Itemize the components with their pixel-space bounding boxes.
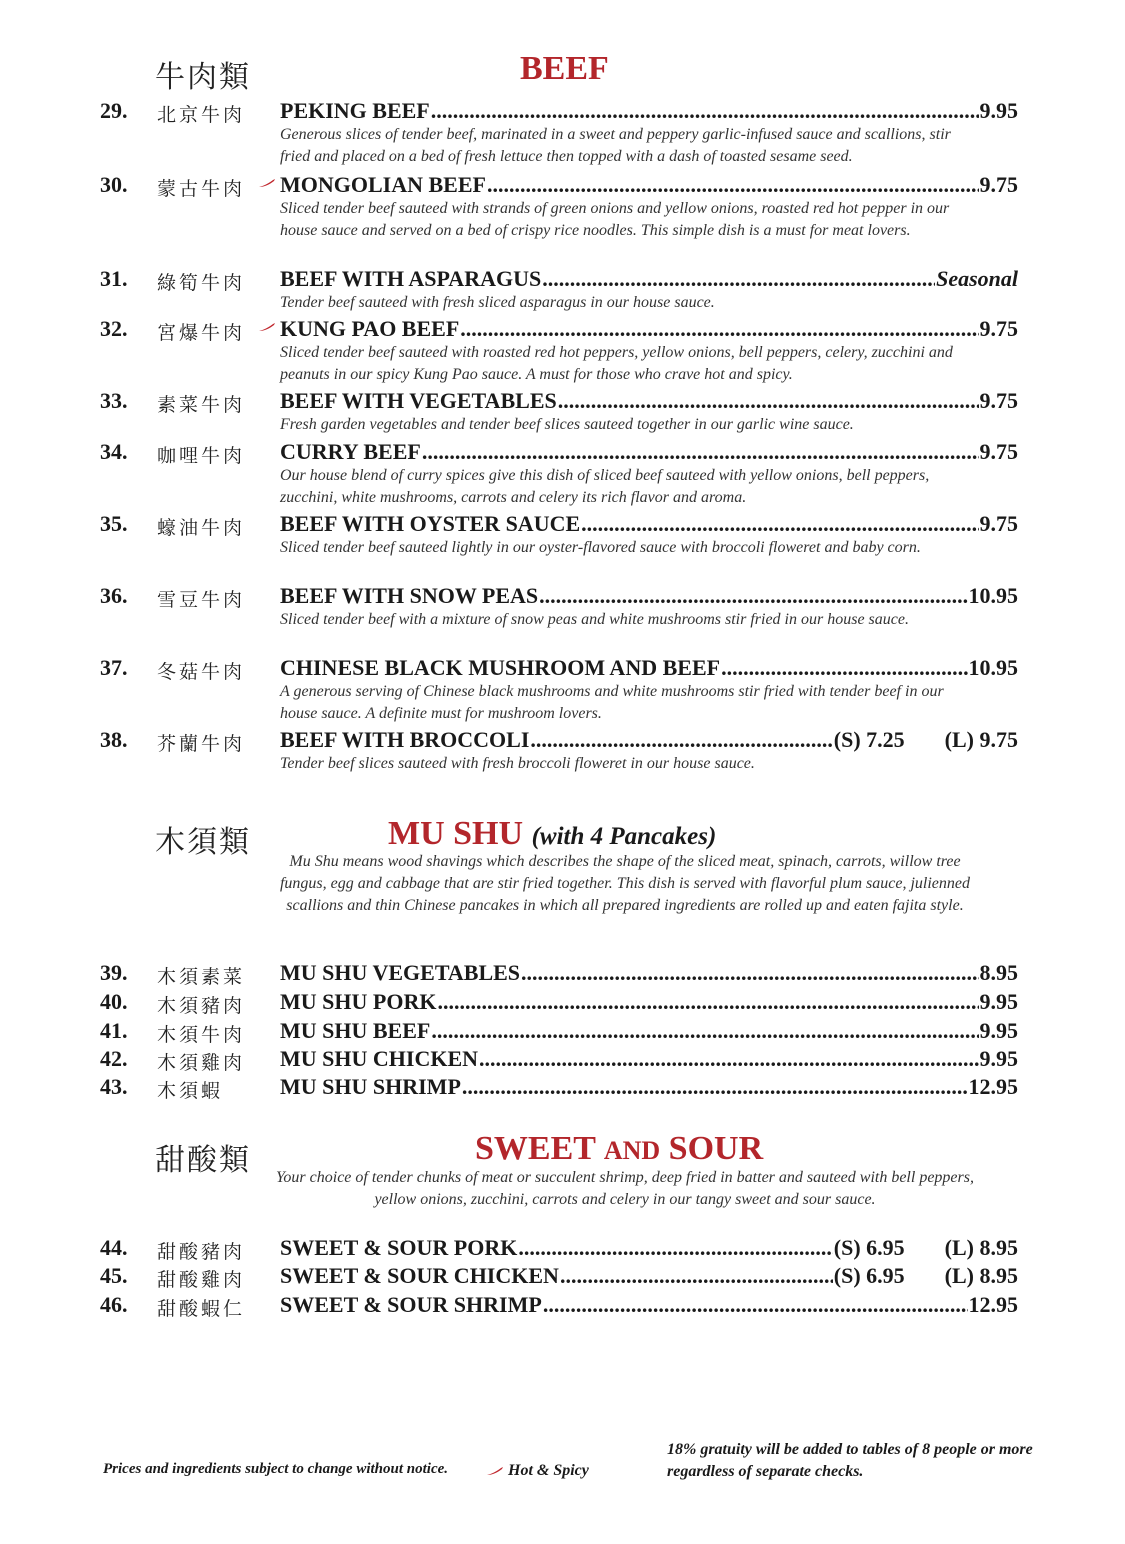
item-chinese-name: 芥蘭牛肉 — [157, 733, 246, 755]
price-notice: Prices and ingredients subject to change without notice. — [103, 1461, 449, 1477]
item-number: 35. — [100, 511, 128, 536]
sweetsour-intro: Your choice of tender chunks of meat or succulent shrimp, deep fried in batter and sauteed with bell peppers, yellow onions, zucchini, carrots and celery in our tangy sweet and sour sauce. — [276, 1169, 974, 1208]
item-price: 9.75 — [979, 172, 1018, 197]
leader-dots — [542, 266, 935, 292]
item-number: 32. — [100, 316, 128, 341]
item-line — [280, 989, 1018, 1015]
item-chinese-name: 素菜牛肉 — [157, 394, 246, 416]
sweetsour-title-a: SWEET — [475, 1130, 596, 1167]
item-name: SWEET & SOUR CHICKEN — [280, 1263, 559, 1288]
item-line — [280, 727, 1018, 753]
item-price: 12.95 — [968, 1074, 1018, 1099]
mushu-title — [388, 815, 716, 853]
item-name: MU SHU BEEF — [280, 1018, 431, 1043]
item-price: 9.75 — [979, 316, 1018, 341]
leader-dots — [422, 439, 979, 465]
chili-pepper-icon — [258, 178, 276, 188]
item-price-large: (L) 9.75 — [944, 727, 1018, 752]
leader-dots — [530, 727, 832, 753]
item-description: Tender beef sauteed with fresh sliced asparagus in our house sauce. — [280, 294, 715, 311]
chili-pepper-icon — [486, 1466, 504, 1476]
item-name: BEEF WITH ASPARAGUS — [280, 266, 542, 291]
leader-dots — [558, 388, 979, 414]
item-chinese-name: 木須素菜 — [157, 966, 246, 988]
item-line — [280, 98, 1018, 124]
item-line — [280, 1263, 1018, 1289]
item-name: MONGOLIAN BEEF — [280, 172, 486, 197]
item-chinese-name: 甜酸蝦仁 — [157, 1298, 246, 1320]
item-number: 29. — [100, 98, 128, 123]
leader-dots — [539, 583, 967, 609]
item-number: 33. — [100, 388, 128, 413]
item-line — [280, 1018, 1018, 1044]
item-description: Sliced tender beef sauteed lightly in our oyster-flavored sauce with broccoli floweret and baby corn. — [280, 539, 921, 556]
item-chinese-name: 北京牛肉 — [157, 104, 246, 126]
item-description: Sliced tender beef with a mixture of snow peas and white mushrooms stir fried in our house sauce. — [280, 611, 909, 628]
item-name: BEEF WITH SNOW PEAS — [280, 583, 539, 608]
item-number: 40. — [100, 989, 128, 1014]
item-price: Seasonal — [936, 266, 1018, 291]
leader-dots — [431, 1018, 978, 1044]
mushu-chinese-title: 木須類 — [155, 825, 251, 860]
leader-dots — [521, 960, 978, 986]
item-line — [280, 388, 1018, 414]
item-number: 46. — [100, 1292, 128, 1317]
item-number: 43. — [100, 1074, 128, 1099]
item-price: 8.95 — [979, 960, 1018, 985]
item-chinese-name: 甜酸豬肉 — [157, 1241, 246, 1263]
item-number: 41. — [100, 1018, 128, 1043]
item-number: 44. — [100, 1235, 128, 1260]
mushu-subtitle: (with 4 Pancakes) — [531, 823, 717, 850]
item-number: 30. — [100, 172, 128, 197]
item-name: CHINESE BLACK MUSHROOM AND BEEF — [280, 655, 721, 680]
item-description: Generous slices of tender beef, marinated in a sweet and peppery garlic-infused sauce and scallions, stir fried and placed on a bed of fresh lettuce then topped with a dash of toasted sesame seed. — [280, 126, 951, 165]
item-price: (S) 6.95 — [833, 1263, 905, 1288]
item-line — [280, 1046, 1018, 1072]
item-price: 9.95 — [979, 1018, 1018, 1043]
item-chinese-name: 宮爆牛肉 — [157, 322, 246, 344]
item-name: CURRY BEEF — [280, 439, 421, 464]
item-name: PEKING BEEF — [280, 98, 430, 123]
beef-chinese-title: 牛肉類 — [155, 60, 251, 95]
item-chinese-name: 蒙古牛肉 — [157, 178, 246, 200]
item-number: 31. — [100, 266, 128, 291]
mushu-intro: Mu Shu means wood shavings which describes the shape of the sliced meat, spinach, carrots, willow tree fungus, egg and cabbage that are stir fried together. This dish is served with flavorful plum sauce, julienned scallions and thin Chinese pancakes in which all prepared ingredients are rolled up and eaten fajita style. — [279, 853, 971, 914]
item-price-large: (L) 8.95 — [944, 1235, 1018, 1260]
item-price: 10.95 — [968, 655, 1018, 680]
item-name: BEEF WITH BROCCOLI — [280, 727, 530, 752]
item-description: Our house blend of curry spices give this dish of sliced beef sauteed with yellow onions, bell peppers, zucchini, white mushrooms, carrots and celery its rich flavor and aroma. — [280, 467, 930, 506]
item-name: SWEET & SOUR SHRIMP — [280, 1292, 542, 1317]
leader-dots — [543, 1292, 968, 1318]
item-price: (S) 6.95 — [833, 1235, 905, 1260]
item-description: A generous serving of Chinese black mushrooms and white mushrooms stir fried with tender beef in our house sauce. A definite must for mushroom lovers. — [280, 683, 944, 722]
spicy-legend-label: Hot & Spicy — [508, 1462, 589, 1479]
spicy-legend — [486, 1462, 589, 1480]
item-number: 42. — [100, 1046, 128, 1071]
item-description: Fresh garden vegetables and tender beef slices sauteed together in our garlic wine sauce. — [280, 416, 854, 433]
item-chinese-name: 木須牛肉 — [157, 1024, 246, 1046]
item-price: 9.75 — [979, 511, 1018, 536]
item-line — [280, 511, 1018, 537]
item-line — [280, 316, 1018, 342]
item-price: 9.95 — [979, 98, 1018, 123]
item-chinese-name: 甜酸雞肉 — [157, 1269, 246, 1291]
leader-dots — [487, 172, 979, 198]
item-chinese-name: 咖哩牛肉 — [157, 445, 246, 467]
leader-dots — [437, 989, 978, 1015]
item-name: MU SHU SHRIMP — [280, 1074, 461, 1099]
item-chinese-name: 冬菇牛肉 — [157, 661, 246, 683]
item-price-large: (L) 8.95 — [944, 1263, 1018, 1288]
item-name: MU SHU PORK — [280, 989, 437, 1014]
item-number: 38. — [100, 727, 128, 752]
item-name: MU SHU CHICKEN — [280, 1046, 479, 1071]
sweetsour-title-b: SOUR — [668, 1130, 764, 1167]
item-description: Tender beef slices sauteed with fresh broccoli floweret in our house sauce. — [280, 755, 755, 772]
item-name: MU SHU VEGETABLES — [280, 960, 521, 985]
item-name: KUNG PAO BEEF — [280, 316, 460, 341]
item-price: (S) 7.25 — [833, 727, 905, 752]
item-chinese-name: 木須蝦 — [157, 1080, 224, 1102]
chili-pepper-icon — [258, 322, 276, 332]
item-number: 39. — [100, 960, 128, 985]
item-number: 36. — [100, 583, 128, 608]
item-description: Sliced tender beef sauteed with strands of green onions and yellow onions, roasted red hot pepper in our house sauce and served on a bed of crispy rice noodles. This simple dish is a must for meat lovers. — [280, 200, 950, 239]
item-price: 9.75 — [979, 388, 1018, 413]
item-chinese-name: 綠筍牛肉 — [157, 272, 246, 294]
mushu-title-text: MU SHU — [388, 815, 524, 852]
leader-dots — [581, 511, 978, 537]
item-chinese-name: 木須雞肉 — [157, 1052, 246, 1074]
sweetsour-title-and: AND — [603, 1136, 661, 1165]
item-line — [280, 1235, 1018, 1261]
item-price: 9.95 — [979, 1046, 1018, 1071]
item-chinese-name: 蠔油牛肉 — [157, 517, 246, 539]
sweetsour-title — [475, 1130, 763, 1168]
item-line — [280, 1074, 1018, 1100]
item-name: SWEET & SOUR PORK — [280, 1235, 518, 1260]
leader-dots — [479, 1046, 978, 1072]
item-line — [280, 1292, 1018, 1318]
item-number: 34. — [100, 439, 128, 464]
item-price: 9.75 — [979, 439, 1018, 464]
leader-dots — [721, 655, 967, 681]
leader-dots — [462, 1074, 968, 1100]
item-line — [280, 583, 1018, 609]
item-name: BEEF WITH VEGETABLES — [280, 388, 557, 413]
sweetsour-chinese-title: 甜酸類 — [155, 1143, 251, 1178]
leader-dots — [431, 98, 979, 124]
item-description: Sliced tender beef sauteed with roasted red hot peppers, yellow onions, bell peppers, celery, zucchini and peanuts in our spicy Kung Pao sauce. A must for those who crave hot and spicy. — [280, 344, 953, 383]
leader-dots — [460, 316, 978, 342]
leader-dots — [560, 1263, 833, 1289]
item-number: 37. — [100, 655, 128, 680]
item-price: 10.95 — [968, 583, 1018, 608]
item-name: BEEF WITH OYSTER SAUCE — [280, 511, 581, 536]
beef-title: BEEF — [520, 50, 609, 87]
item-price: 12.95 — [968, 1292, 1018, 1317]
item-number: 45. — [100, 1263, 128, 1288]
item-line — [280, 960, 1018, 986]
gratuity-notice: 18% gratuity will be added to tables of 8 people or more regardless of separate checks. — [667, 1441, 1033, 1480]
leader-dots — [518, 1235, 832, 1261]
item-line — [280, 172, 1018, 198]
item-price: 9.95 — [979, 989, 1018, 1014]
item-chinese-name: 木須豬肉 — [157, 995, 246, 1017]
item-chinese-name: 雪豆牛肉 — [157, 589, 246, 611]
item-line — [280, 266, 1018, 292]
item-line — [280, 439, 1018, 465]
item-line — [280, 655, 1018, 681]
